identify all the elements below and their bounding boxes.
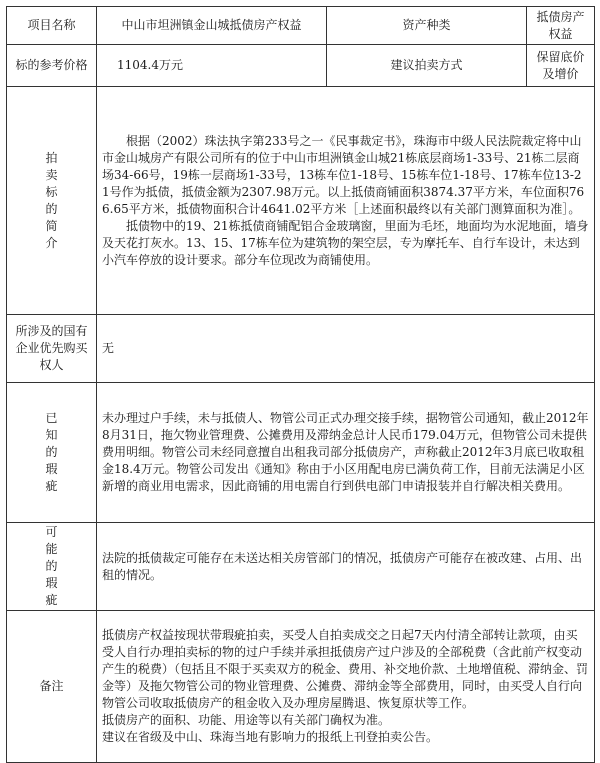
known-defects-row (7, 383, 595, 523)
project-name-value: 中山市坦洲镇金山城抵债房产权益 (97, 7, 327, 45)
remarks-row (7, 611, 595, 763)
preemption-label: 所涉及的国有企业优先购买权人 (7, 315, 97, 383)
price-row (7, 45, 595, 87)
asset-info-table (6, 6, 595, 763)
possible-defects-row (7, 523, 595, 611)
label-char: 疵 (45, 593, 58, 607)
label-char: 的 (45, 559, 58, 573)
project-name-label: 项目名称 (7, 7, 97, 45)
label-char: 瑕 (45, 462, 58, 476)
label-char: 的 (45, 201, 58, 216)
remarks-paragraph: 抵债房产的面积、功能、用途等以有关部门确权为准。 (102, 713, 391, 727)
possible-defects-paragraph: 法院的抵债裁定可能存在未送达相关房管部门的情况，抵债房产可能存在被改建、占用、出租的情况。 (102, 550, 583, 582)
asset-type-value: 抵债房产权益 (527, 7, 595, 45)
possible-defects-content (97, 523, 595, 611)
known-defects-label (7, 383, 97, 523)
label-char: 疵 (45, 479, 58, 493)
auction-subject-content (97, 87, 595, 315)
possible-defects-label (7, 523, 97, 611)
preemption-row (7, 315, 595, 383)
label-char: 卖 (45, 167, 58, 182)
label-char: 瑕 (45, 576, 58, 590)
known-defects-content (97, 383, 595, 523)
remarks-paragraph: 建议在省级及中山、珠海当地有影响力的报纸上刊登拍卖公告。 (102, 730, 439, 744)
subject-paragraph: 抵债物中的19、21栋抵债商铺配铝合金玻璃窗，里面为毛坯，地面均为水泥地面，墙身及天花打灰水。13、15、17栋车位为建筑物的架空层，专为摩托车、自行车设计，未达到小汽车停放的设计要求。部分车位现改为商铺使用。 (102, 218, 589, 267)
auction-method-value: 保留底价及增价 (527, 45, 595, 87)
label-char: 可 (45, 525, 58, 539)
label-char: 能 (45, 542, 58, 556)
remarks-paragraph: 抵债房产权益按现状带瑕疵拍卖，买受人自拍卖成交之日起7天内付清全部转让款项，由买受人自行办理拍卖标的物的过户手续并承担抵债房产过户涉及的全部税费（含此前产权变动产生的税费）（包括且不限于买卖双方的税金、费用、补交地价款、土地增值税、滞纳金、罚金等）及拖欠物管公司的物业管理费、公摊费、滞纳金等全部费用，同时，由买受人自行向物管公司收取抵债房产的租金收入及办理房屋腾退、恢复原状等工作。 (102, 628, 589, 710)
auction-subject-row (7, 87, 595, 315)
reference-price-value: 1104.4万元 (97, 45, 327, 87)
label-char: 标 (45, 184, 58, 199)
auction-subject-label (7, 87, 97, 315)
label-char: 介 (45, 235, 58, 250)
defects-paragraph: 未办理过户手续，未与抵债人、物管公司正式办理交接手续，据物管公司通知，截止2012年8月31日，拖欠物业管理费、公摊费用及滞纳金总计人民币179.04万元，但物管公司未提供费用明细。物管公司未经同意擅自出租我司部分抵债房产，声称截止2012年3月底已收取租金18.4万元。物管公司发出《通知》称由于小区用配电房已满负荷工作，目前无法满足小区新增的商业用电需求，因此商铺的用电需自行到供电部门申请报装并自行解决相关费用。 (102, 411, 589, 493)
remarks-label: 备注 (7, 611, 97, 763)
label-char: 知 (45, 428, 58, 442)
remarks-content (97, 611, 595, 763)
label-char: 简 (45, 218, 58, 233)
preemption-value: 无 (97, 315, 595, 383)
label-char: 已 (45, 411, 58, 425)
asset-type-label: 资产种类 (327, 7, 527, 45)
project-row (7, 7, 595, 45)
auction-method-label: 建议拍卖方式 (327, 45, 527, 87)
reference-price-label: 标的参考价格 (7, 45, 97, 87)
label-char: 拍 (45, 150, 58, 165)
subject-paragraph: 根据（2002）珠法执字第233号之一《民事裁定书》，珠海市中级人民法院裁定将中山市金山城房产有限公司所有的位于中山市坦洲镇金山城21栋底层商场1-33号、21栋二层商场34-66号，19栋一层商场1-33号，13栋车位1-18号、15栋车位1-18号、17栋车位13-21号作为抵债，抵债金额为2307.98万元。以上抵债商铺面积3874.37平方米，车位面积766.65平方米，抵债物面积合计4641.02平方米［上述面积最终以有关部门测算面积为准］。 (102, 133, 585, 216)
label-char: 的 (45, 445, 58, 459)
